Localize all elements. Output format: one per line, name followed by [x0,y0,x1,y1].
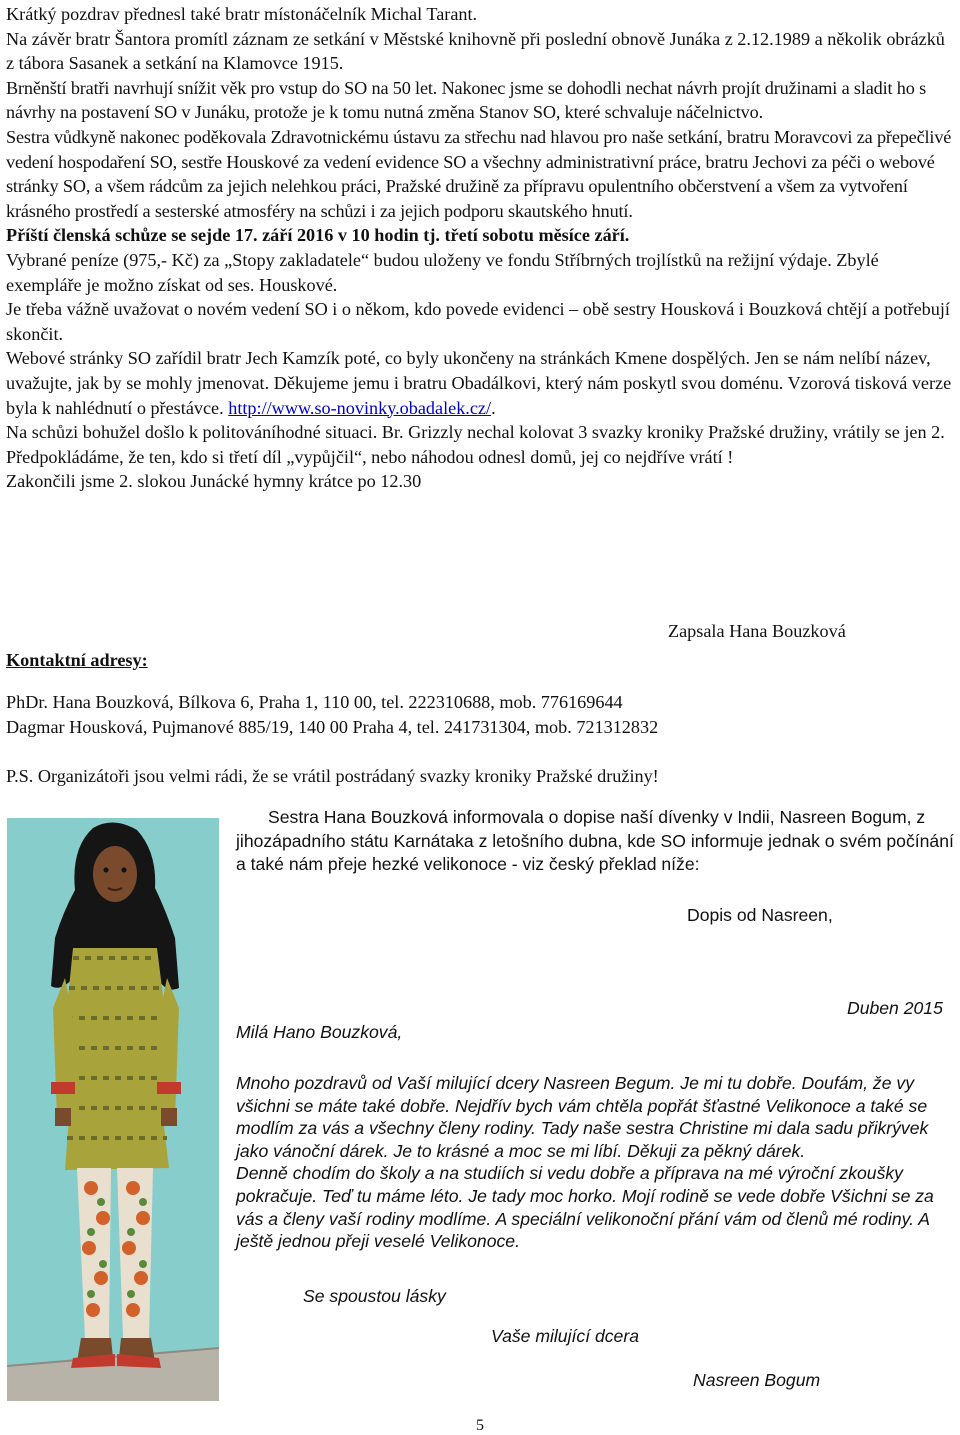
girl-portrait-photo [7,818,219,1401]
paragraph-age-proposal: Brněnští bratři navrhují snížit věk pro vstup do SO na 50 let. Nakonec jsme se dohodli nechat návrh projít družinami a sladit ho s návrhy na postavení SO v Junáku, protože je k tomu nutná změna Stanov SO, které schvaluje náčelnictvo. [6,77,926,123]
minutes-signature: Zapsala Hana Bouzková [668,621,846,641]
letter-title: Dopis od Nasreen, [687,905,833,925]
website-link[interactable]: http://www.so-novinky.obadalek.cz/ [228,397,492,418]
paragraph-website [6,346,956,420]
paragraph-closing: Zakončili jsme 2. slokou Junácké hymny krátce po 12.30 [6,471,422,492]
contact-line: Dagmar Housková, Pujmanové 885/19, 140 00 Praha 4, tel. 241731304, mob. 721312832 [6,717,659,737]
letter-date: Duben 2015 [847,998,943,1018]
website-text: Webové stránky SO zařídil bratr Jech Kamzík poté, co byly ukončeny na stránkách Kmene dospělých. Jen se nám nelíbí název, uvažujte, jak by se mohly jmenovat. Děkujeme jemu i bratru Obadálkovi, který nám poskytl svou doménu. Vzorová tisková verze byla k nahlédnutí o přestávce. [6,348,952,418]
next-meeting-notice: Příští členská schůze se sejde 17. září 2016 v 10 hodin tj. třetí sobotu měsíce září. [6,225,630,246]
page-number: 5 [476,1417,484,1434]
letter-closing: Se spoustou lásky [303,1286,446,1306]
paragraph-chronicle: Na schůzi bohužel došlo k politováníhodné situaci. Br. Grizzly nechal kolovat 3 svazky kroniky Pražské družiny, vrátily se jen 2. Předpokládáme, že ten, kdo si třetí díl „vypůjčil“, nebo náhodou odnesl domů, jej co nejdříve vrátí ! [6,422,945,467]
contacts-list [6,690,658,740]
paragraph-greeting: Krátký pozdrav přednesl také bratr místonáčelník Michal Tarant. [6,4,478,24]
letter-paragraph: Denně chodím do školy a na studiích si vedu dobře a příprava na mé výroční zkoušky pokračuje. Teď tu máme léto. Je tady moc horko. Mojí rodině se vede dobře Všichni se za vás a členy vaší rodiny modlíme. A speciální velikonoční přání vám od členů mé rodiny. A ještě jednou přeji veselé Velikonoce. [236,1163,934,1252]
letter-signoff: Vaše milující dcera [491,1326,639,1346]
letter-paragraph: Mnoho pozdravů od Vaší milující dcery Nasreen Begum. Je mi tu dobře. Doufám, že vy všichni se máte také dobře. Nejdřív bych vám chtěla popřát šťastné Velikonoce a také se modlím za vás a všechny členy rodiny. Tady naše sestra Christine mi dala sadu přikrývek jako vánoční dárek. Je to krásné a moc se mi líbí. Děkuji za pěkný dárek. [236,1073,929,1161]
letter-intro [236,806,960,877]
letter-intro-text: Sestra Hana Bouzková informovala o dopise naší dívenky v Indii, Nasreen Bogum, z jihozápadního státu Karnátaka z letošního dubna, kde SO informuje jednak o svém počínání a také nám přeje hezké velikonoce - viz český překlad níže: [236,807,954,875]
website-text-end: . [491,397,496,418]
paragraph-money: Vybrané peníze (975,- Kč) za „Stopy zakladatele“ budou uloženy ve fondu Stříbrných trojlístků na režijní výdaje. Zbylé exempláře je možno získat od ses. Houskové. [6,249,879,295]
letter-body [236,1072,960,1253]
contact-line: PhDr. Hana Bouzková, Bílkova 6, Praha 1, 110 00, tel. 222310688, mob. 776169644 [6,692,623,712]
paragraph-thanks: Sestra vůdkyně nakonec poděkovala Zdravotnickému ústavu za střechu nad hlavou pro naše setkání, bratru Moravcovi za přepečlivé vedení hospodaření SO, sestře Houskové za vedení evidence SO a všechny administrativní práce, bratru Jechovi za péči o webové stránky SO, a všem rádcům za jejich nelehkou práci, Pražské družině za přípravu opulentního občerstvení a všem za vytvoření krásného prostředí a sesterské atmosféry na schůzi i za jejich podporu skautského hnutí. [6,126,952,221]
minutes-text [6,2,956,494]
postscript: P.S. Organizátoři jsou velmi rádi, že se vrátil postrádaný svazky kroniky Pražské družiny! [6,766,659,786]
letter-signature: Nasreen Bogum [693,1370,821,1390]
paragraph-leadership: Je třeba vážně uvažovat o novém vedení SO i o někom, kdo povede evidenci – obě sestry Housková i Bouzková chtějí a potřebují skončit. [6,299,950,344]
paragraph-film: Na závěr bratr Šantora promítl záznam ze setkání v Městské knihovně při poslední obnově Junáka z 2.12.1989 a několik obrázků z tábora Sasanek a setkání na Klamovce 1915. [6,28,945,74]
letter-greeting: Milá Hano Bouzková, [236,1022,403,1042]
contacts-heading: Kontaktní adresy: [6,650,148,670]
